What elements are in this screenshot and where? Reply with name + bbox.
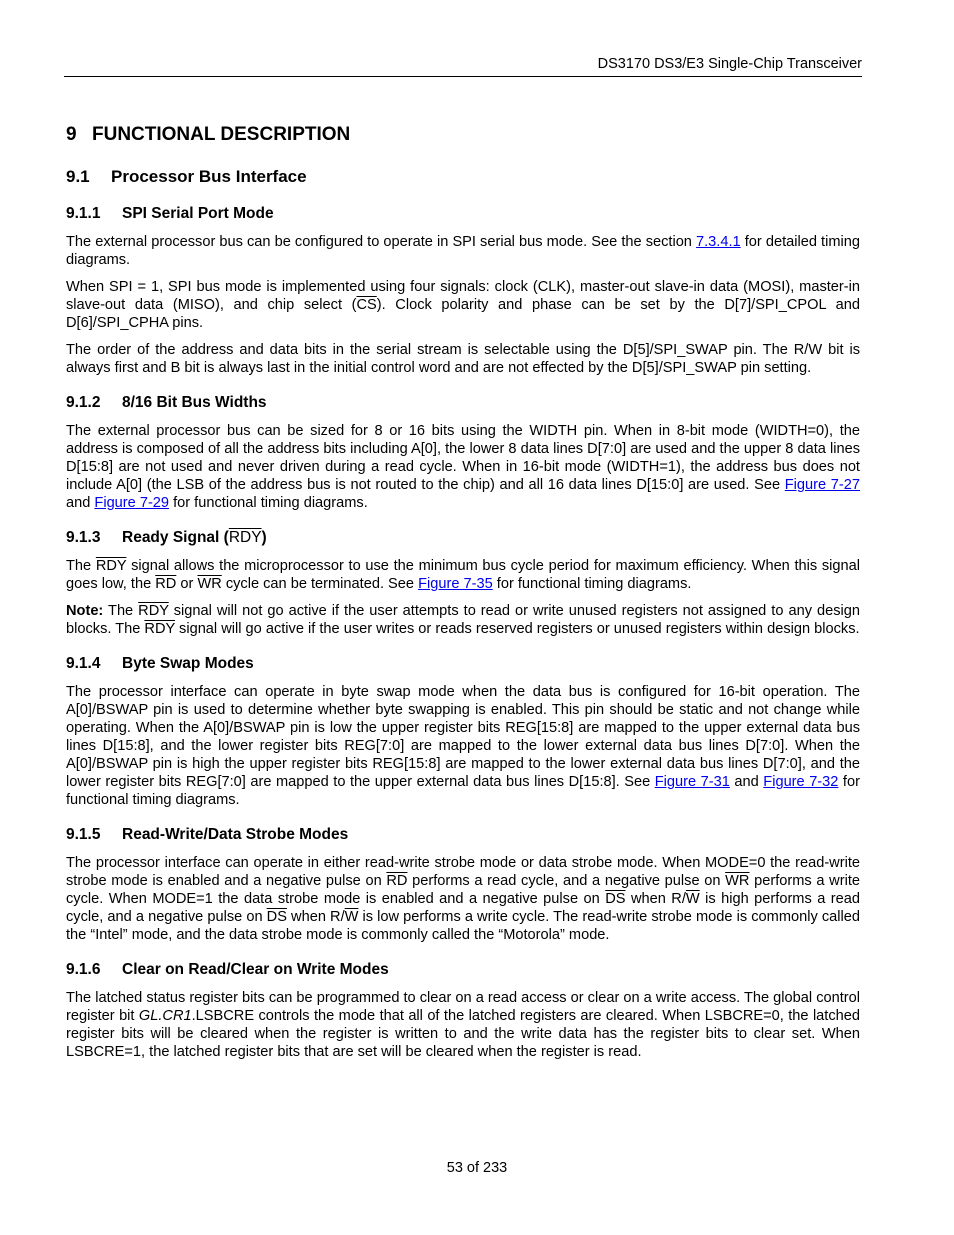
- section-title: SPI Serial Port Mode: [122, 205, 274, 222]
- text: When SPI = 1, SPI bus mode is implemented using four signals: clock (CLK), master-out slave-in data (MOSI), master-in slave-out data (MISO), and chip select (: [66, 279, 860, 313]
- section-number: 9.1.4: [66, 655, 101, 672]
- signal-wr: $\overline{WR}$: [725, 873, 750, 889]
- text: The: [66, 558, 96, 574]
- page-header: [64, 56, 862, 77]
- text: performs a read cycle, and a negative pulse on: [407, 873, 726, 889]
- paragraph: [66, 683, 860, 809]
- section-9-1-5-heading: [66, 825, 860, 845]
- section-9-1-heading: [66, 166, 860, 188]
- text: The processor interface can operate in byte swap mode when the data bus is configured for 16-bit operation. The A[0]/BSWAP pin is used to determine whether byte swapping is enabled. This pin should be static and not change while operating. When the A[0]/BSWAP pin is low the upper register bits REG[15:8] are mapped to the upper external data bus lines D[15:8], and the lower register bits REG[7:0] are mapped to the lower external data bus lines D[7:0]. When the A[0]/BSWAP pin is high the upper register bits REG[15:8] are mapped to the lower external data bus lines D[7:0], and the lower register bits REG[7:0] are mapped to the upper external data bus lines D[15:8]. See: [66, 684, 860, 790]
- text: signal will go active if the user writes or reads reserved registers or unused registers within design blocks.: [174, 621, 860, 637]
- paragraph: [66, 341, 860, 377]
- signal-w: $\overline{W}$: [685, 891, 700, 907]
- section-9-heading: [66, 122, 860, 148]
- text: The latched status register bits can be programmed to clear on a read access or clear on a write access. The global control register bit: [66, 990, 860, 1024]
- section-9-1-3-heading: [66, 528, 860, 548]
- signal-ds: $\overline{DS}$: [266, 909, 287, 925]
- text: when R/: [286, 909, 345, 925]
- signal-rdy: $\overline{RDY}$: [138, 603, 169, 619]
- text: when R/: [625, 891, 686, 907]
- section-number: 9.1.2: [66, 394, 101, 411]
- paragraph: [66, 233, 860, 269]
- section-number: 9.1.6: [66, 961, 101, 978]
- note-paragraph: [66, 602, 860, 638]
- signal-rdy: $\overline{RDY}$: [95, 558, 127, 574]
- signal-rd: $\overline{RD}$: [386, 873, 408, 889]
- figure-link[interactable]: Figure 7-35: [418, 576, 493, 592]
- section-number: 9.1: [66, 167, 90, 186]
- section-title: ): [261, 529, 267, 546]
- paragraph: [66, 854, 860, 944]
- document-title: DS3170 DS3/E3 Single-Chip Transceiver: [597, 56, 862, 72]
- text: ). Clock polarity and phase can be set by the D[7]/SPI_CPOL and D[6]/SPI_CPHA pins.: [66, 297, 861, 331]
- section-title: Ready Signal (: [122, 529, 229, 546]
- text: is high performs a read cycle, and a negative pulse on: [66, 891, 860, 925]
- text: signal allows the microprocessor to use the minimum bus cycle period for maximum efficiency. When this signal goes low, the: [66, 558, 861, 592]
- section-link[interactable]: 7.3.4.1: [696, 234, 741, 250]
- text: performs a write cycle. When MODE=1 the data strobe mode is enabled and a negative pulse on: [66, 873, 860, 907]
- register-name: GL.CR1: [138, 1008, 192, 1024]
- section-title: Clear on Read/Clear on Write Modes: [122, 961, 389, 978]
- text: or: [176, 576, 198, 592]
- text: for functional timing diagrams.: [169, 495, 368, 511]
- text: cycle can be terminated. See: [221, 576, 419, 592]
- section-9-1-1-heading: [66, 204, 860, 224]
- page-content: [66, 118, 860, 1061]
- signal-cs: $\overline{CS}$: [356, 297, 377, 313]
- text: The external processor bus can be configured to operate in SPI serial bus mode. See the section: [66, 234, 697, 250]
- figure-link[interactable]: Figure 7-32: [763, 774, 839, 790]
- section-number: 9.1.3: [66, 529, 101, 546]
- figure-link[interactable]: Figure 7-29: [94, 495, 170, 511]
- text: The order of the address and data bits in the serial stream is selectable using the D[5]/SPI_SWAP pin. The R/W bit is always first and B bit is always last in the initial control word and are not effected by the D[5]/SPI_SWAP pin setting.: [66, 342, 860, 376]
- signal-rd: $\overline{RD}$: [155, 576, 177, 592]
- text: signal will not go active if the user attempts to read or write unused registers not assigned to any design blocks. The: [66, 603, 860, 637]
- signal-ds: $\overline{DS}$: [605, 891, 626, 907]
- section-9-1-2-heading: [66, 393, 860, 413]
- text: for functional timing diagrams.: [66, 774, 860, 808]
- text: for detailed timing diagrams.: [66, 234, 860, 268]
- paragraph: [66, 422, 860, 512]
- text: and: [729, 774, 764, 790]
- text: is low performs a write cycle. The read-write strobe mode is commonly called the “Intel” mode, and the data strobe mode is commonly called the “Motorola” mode.: [66, 909, 860, 943]
- signal-wr: $\overline{WR}$: [197, 576, 222, 592]
- section-9-1-6-heading: [66, 960, 860, 980]
- section-number: 9.1.5: [66, 826, 101, 843]
- section-title: 8/16 Bit Bus Widths: [122, 394, 267, 411]
- figure-link[interactable]: Figure 7-31: [654, 774, 730, 790]
- signal-rdy: RDY: [228, 529, 262, 546]
- paragraph: [66, 989, 860, 1061]
- section-title: Processor Bus Interface: [111, 167, 307, 186]
- note-label: Note:: [66, 603, 104, 619]
- paragraph: [66, 278, 860, 332]
- paragraph: [66, 557, 860, 593]
- text: for functional timing diagrams.: [492, 576, 692, 592]
- text: .LSBCRE controls the mode that all of the latched registers are cleared. When LSBCRE=0, the latched register bits will be cleared when the register is written to and the write data has the register bits to clear set. When LSBCRE=1, the latched register bits that are set will be cleared when the register is read.: [66, 1008, 861, 1060]
- section-title: Byte Swap Modes: [122, 655, 254, 672]
- figure-link[interactable]: Figure 7-27: [784, 477, 860, 493]
- signal-rdy: $\overline{RDY}$: [144, 621, 175, 637]
- text: The processor interface can operate in either read-write strobe mode or data strobe mode. When MODE=0 the read-write strobe mode is enabled and a negative pulse on: [66, 855, 860, 889]
- section-number: 9: [66, 124, 77, 145]
- section-title: FUNCTIONAL DESCRIPTION: [92, 124, 351, 145]
- text: The external processor bus can be sized for 8 or 16 bits using the WIDTH pin. When in 8-bit mode (WIDTH=0), the address is composed of all the address bits including A[0], the lower 8 data lines D[7:0] are used and the upper 8 data lines D[15:8] are not used and never driven during a read cycle. When in 16-bit mode (WIDTH=1), the address bus does not include A[0] (the LSB of the address bus is not routed to the chip) and all 16 data lines D[15:0] are used. See: [66, 423, 860, 493]
- section-number: 9.1.1: [66, 205, 101, 222]
- text: The: [103, 603, 139, 619]
- signal-w: $\overline{W}$: [344, 909, 359, 925]
- section-title: Read-Write/Data Strobe Modes: [122, 826, 349, 843]
- page-number: 53 of 233: [446, 1160, 508, 1176]
- text: and: [66, 495, 95, 511]
- section-9-1-4-heading: [66, 654, 860, 674]
